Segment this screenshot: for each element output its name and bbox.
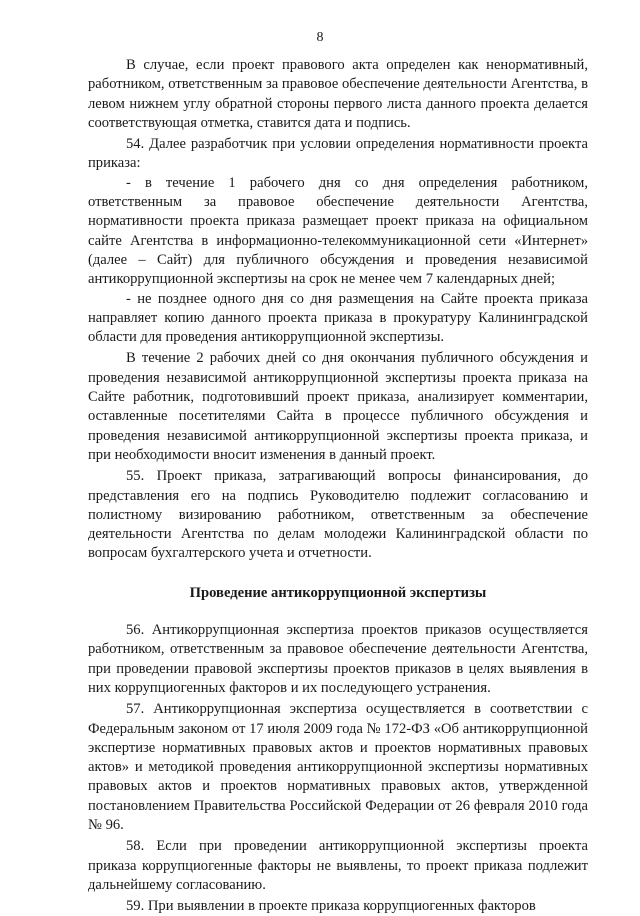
- paragraph-59: 59. При выявлении в проекте приказа коррупциогенных факторов: [126, 898, 536, 915]
- document-body: [88, 56, 588, 916]
- paragraph-58: 58. Если при проведении антикоррупционной экспертизы проекта приказа коррупциогенные факторы не выявлены, то проект приказа подлежит дальнейшему согласованию.: [88, 838, 588, 893]
- paragraph-56: 56. Антикоррупционная экспертиза проектов приказов осуществляется работником, ответственным за правовое обеспечение деятельности Агентства, при проведении правовой экспертизы проектов приказов в целях выявления в них коррупциогенных факторов и их последующего устранения.: [88, 622, 588, 696]
- paragraph-non-normative-note: В случае, если проект правового акта определен как ненормативный, работником, ответственным за правовое обеспечение деятельности Агентства, в левом нижнем углу обратной стороны первого листа данного проекта делается соответствующая отметка, ставится дата и подпись.: [88, 57, 588, 131]
- paragraph-54-item-1: - в течение 1 рабочего дня со дня определения работником, ответственным за правовое обеспечение деятельности Агентства, нормативности проекта приказа размещает проект приказа на официальном сайте Агентства в информационно-телекоммуникационной сети «Интернет» (далее – Сайт) для публичного обсуждения и проведения независимой антикоррупционной экспертизы на срок не менее чем 7 календарных дней;: [88, 174, 588, 288]
- paragraph-public-discussion: В течение 2 рабочих дней со дня окончания публичного обсуждения и проведения независимой антикоррупционной экспертизы проекта приказа на Сайте работник, подготовивший проект приказа, анализирует комментарии, оставленные посетителями Сайта в процессе публичного обсуждения и проведения независимой антикоррупционной экспертизы проекта приказа, и при необходимости вносит изменения в данный проект.: [88, 350, 588, 463]
- page-number: 8: [316, 30, 324, 45]
- section-heading: Проведение антикоррупционной экспертизы: [189, 584, 487, 601]
- paragraph-57: 57. Антикоррупционная экспертиза осуществляется в соответствии с Федеральным законом от 17 июля 2009 года № 172-ФЗ «Об антикоррупционной экспертизе нормативных правовых актов и проектов нормативных правовых актов» и методикой проведения антикоррупционной экспертизы нормативных правовых актов и проектов нормативных правовых актов, утвержденной постановлением Правительства Российской Федерации от 26 февраля 2010 года № 96.: [88, 701, 588, 833]
- paragraph-55: 55. Проект приказа, затрагивающий вопросы финансирования, до представления его на подпись Руководителю подлежит согласованию и полистному визированию работником, ответственным за обеспечение деятельности Агентства по делам молодежи Калининградской области по вопросам бухгалтерского учета и отчетности.: [88, 468, 588, 562]
- paragraph-54-item-2: - не позднее одного дня со дня размещения на Сайте проекта приказа направляет копию данного проекта приказа в прокуратуру Калининградской области для проведения антикоррупционной экспертизы.: [88, 290, 588, 346]
- paragraph-54: 54. Далее разработчик при условии определения нормативности проекта приказа:: [88, 136, 588, 172]
